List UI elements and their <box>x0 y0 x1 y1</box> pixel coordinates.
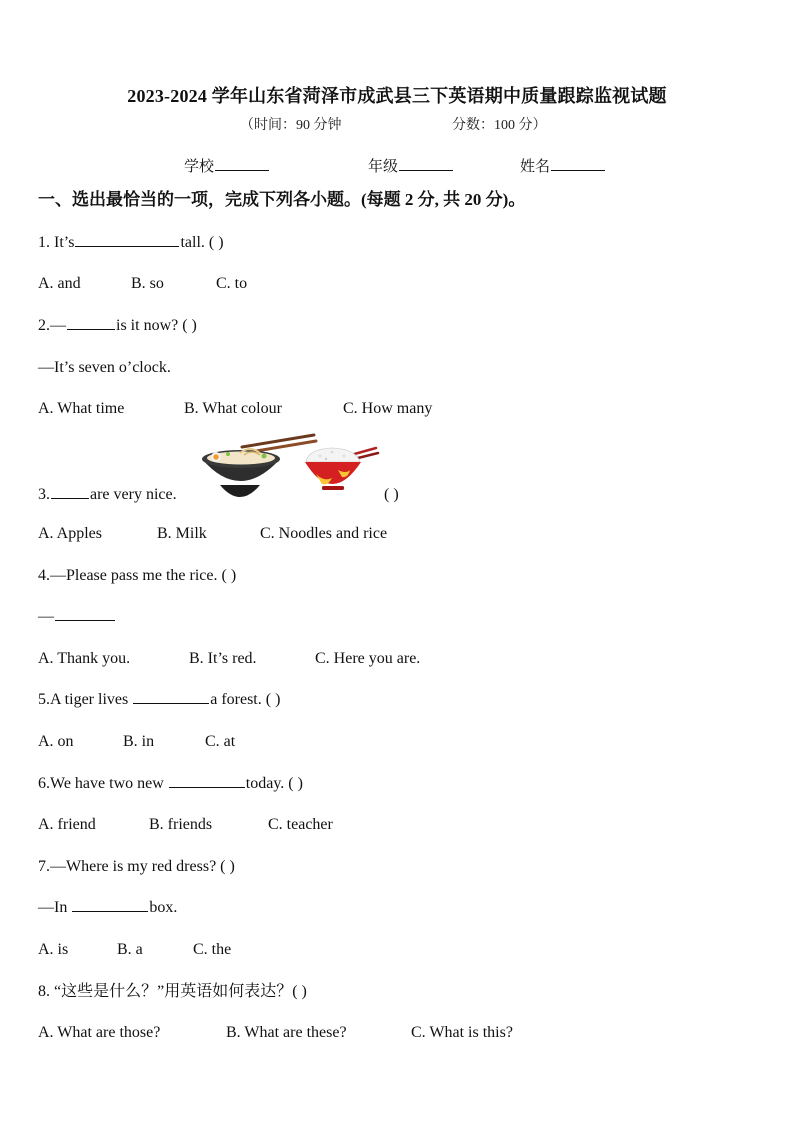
q4-option-a[interactable]: A. Thank you. <box>38 650 131 667</box>
question-8: 8. “这些是什么？”用英语如何表达？( ) <box>38 983 307 1000</box>
school-label: 学校 <box>184 159 215 175</box>
q1-option-a[interactable]: A. and <box>38 275 81 292</box>
name-field[interactable] <box>520 160 606 175</box>
q4-blank[interactable] <box>55 619 115 621</box>
q8-option-a[interactable]: A. What are those? <box>38 1024 161 1041</box>
q2-option-c[interactable]: C. How many <box>343 400 433 417</box>
q5-option-a[interactable]: A. on <box>38 733 74 750</box>
q6-options <box>38 817 333 833</box>
q4-answer-line <box>38 609 116 625</box>
q5-blank[interactable] <box>133 702 209 704</box>
q5-suffix: a forest. ( ) <box>210 691 281 708</box>
q7-option-c[interactable]: C. the <box>193 941 232 958</box>
q1-options <box>38 276 247 292</box>
q7-option-b[interactable]: B. a <box>117 941 143 958</box>
q6-blank[interactable] <box>169 786 245 788</box>
q6-option-a[interactable]: A. friend <box>38 816 96 833</box>
q2-options <box>38 401 432 417</box>
q2-option-b[interactable]: B. What colour <box>184 400 282 417</box>
q5-option-b[interactable]: B. in <box>123 733 155 750</box>
q7-blank[interactable] <box>72 910 148 912</box>
q5-prefix: 5.A tiger lives <box>38 691 129 708</box>
question-6 <box>38 776 303 792</box>
q3-option-c[interactable]: C. Noodles and rice <box>260 525 388 542</box>
q4-dash: — <box>38 608 54 625</box>
exam-time: （时间：90 分钟 <box>240 118 342 133</box>
q6-option-b[interactable]: B. friends <box>149 816 213 833</box>
school-field[interactable] <box>184 160 270 175</box>
q4-option-b[interactable]: B. It’s red. <box>189 650 257 667</box>
q3-option-a[interactable]: A. Apples <box>38 525 102 542</box>
question-7: 7.—Where is my red dress? ( ) <box>38 858 235 875</box>
q6-suffix: today. ( ) <box>245 775 303 792</box>
grade-field[interactable] <box>368 160 454 175</box>
q7-option-a[interactable]: A. is <box>38 941 69 958</box>
q6-prefix: 6.We have two new <box>38 775 164 792</box>
q3-prefix: 3. <box>38 486 50 503</box>
q7-prefix: —In <box>38 899 68 916</box>
exam-score: 分数：100 分） <box>452 118 547 133</box>
q2-suffix: is it now? ( ) <box>116 317 197 334</box>
q5-option-c[interactable]: C. at <box>205 733 236 750</box>
q2-option-a[interactable]: A. What time <box>38 400 125 417</box>
q3-blank[interactable] <box>51 497 89 499</box>
q2-blank[interactable] <box>67 328 115 330</box>
school-blank[interactable] <box>215 169 269 171</box>
q1-blank[interactable] <box>75 245 179 247</box>
q7-options <box>38 942 231 958</box>
q1-option-c[interactable]: C. to <box>216 275 248 292</box>
q3-options <box>38 526 387 542</box>
q3-option-b[interactable]: B. Milk <box>157 525 207 542</box>
q8-option-b[interactable]: B. What are these? <box>226 1024 347 1041</box>
grade-label: 年级 <box>368 159 399 175</box>
q7-answer-line <box>38 900 177 916</box>
question-2 <box>38 318 197 334</box>
q2-answer-line: —It’s seven o’clock. <box>38 359 171 376</box>
section-heading: 一、选出最恰当的一项，完成下列各小题。(每题 2 分, 共 20 分)。 <box>38 190 526 209</box>
q4-options <box>38 651 420 667</box>
noodle-bowl-image <box>198 433 318 503</box>
question-4: 4.—Please pass me the rice. ( ) <box>38 567 237 584</box>
grade-blank[interactable] <box>399 169 453 171</box>
page-title: 2023-2024 学年山东省菏泽市成武县三下英语期中质量跟踪监视试题 <box>127 86 667 106</box>
rice-bowl-image <box>302 444 382 494</box>
q4-option-c[interactable]: C. Here you are. <box>315 650 421 667</box>
q1-option-b[interactable]: B. so <box>131 275 164 292</box>
name-blank[interactable] <box>551 169 605 171</box>
q1-prefix: 1. It’s <box>38 234 75 251</box>
q2-prefix: 2.— <box>38 317 66 334</box>
question-1 <box>38 235 224 251</box>
q6-option-c[interactable]: C. teacher <box>268 816 333 833</box>
name-label: 姓名 <box>520 159 551 175</box>
q8-options <box>38 1025 513 1041</box>
q3-answer-paren[interactable]: ( ) <box>384 486 399 503</box>
q8-option-c[interactable]: C. What is this? <box>411 1024 513 1041</box>
question-3 <box>38 487 177 503</box>
q1-suffix: tall. ( ) <box>180 234 224 251</box>
q5-options <box>38 734 235 750</box>
q3-suffix: are very nice. <box>90 486 177 503</box>
q7-suffix: box. <box>149 899 178 916</box>
question-5 <box>38 692 280 708</box>
